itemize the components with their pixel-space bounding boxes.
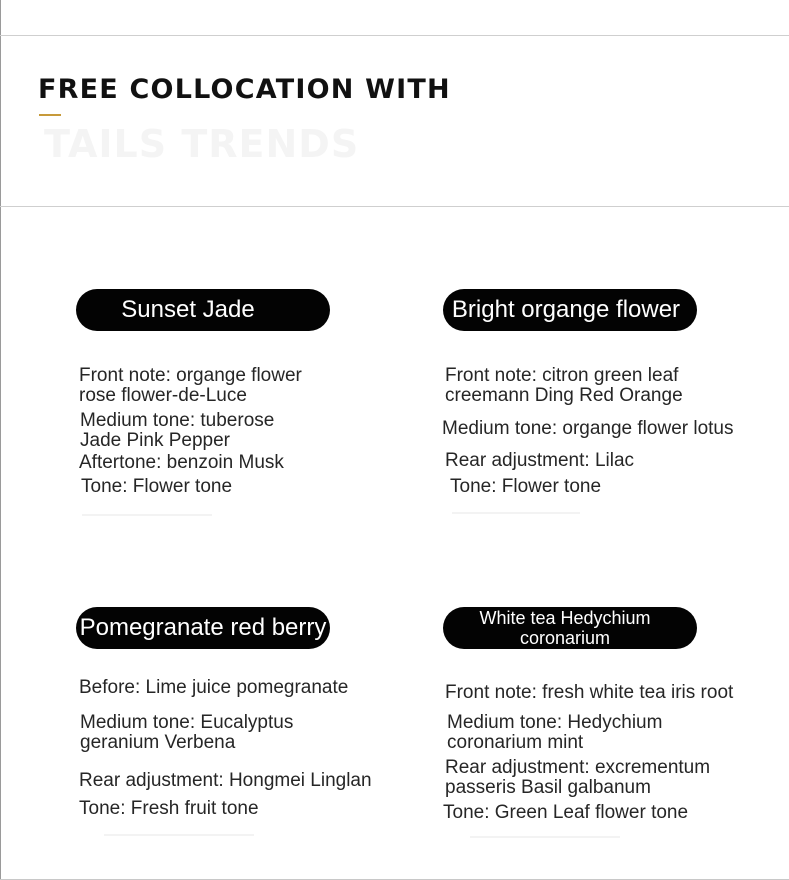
ghost-subtitle: TAILS TRENDS	[44, 122, 360, 166]
note-medium: Medium tone: Eucalyptus geranium Verbena	[80, 712, 294, 753]
note-rear: Rear adjustment: Lilac	[445, 450, 635, 471]
card-title-white-tea-hedychium	[443, 607, 697, 649]
left-border	[0, 0, 1, 880]
card-title-bright-organge-flower	[443, 289, 697, 331]
note-front: Front note: citron green leaf creemann Ding Red Orange	[445, 365, 683, 406]
card-title-label: Pomegranate red berry	[79, 614, 327, 641]
card-title-line-2: coronarium	[519, 628, 611, 648]
note-tone: Tone: Green Leaf flower tone	[443, 802, 689, 823]
card-title-label: Sunset Jade	[121, 296, 255, 323]
note-tone: Tone: Flower tone	[81, 476, 233, 497]
note-medium: Medium tone: tuberose Jade Pink Pepper	[80, 410, 275, 451]
note-rear: Rear adjustment: Hongmei Linglan	[79, 770, 372, 791]
faint-line	[452, 512, 580, 514]
note-medium: Medium tone: organge flower lotus	[442, 418, 734, 439]
note-medium: Medium tone: Hedychium coronarium mint	[447, 712, 663, 753]
card-title-pomegranate-red-berry	[76, 607, 330, 649]
title-accent-underline	[39, 114, 61, 116]
card-title-sunset-jade	[76, 289, 330, 331]
card-title-label: Bright organge flower	[451, 296, 681, 323]
note-after: Aftertone: benzoin Musk	[79, 452, 284, 473]
top-divider	[0, 35, 789, 36]
note-tone: Tone: Fresh fruit tone	[79, 798, 259, 819]
faint-line	[470, 836, 620, 838]
card-title-line-1: White tea Hedychium	[479, 608, 651, 628]
section-divider	[0, 206, 789, 207]
faint-line	[104, 834, 254, 836]
faint-line	[82, 514, 212, 516]
note-rear: Rear adjustment: excrementum passeris Basil galbanum	[445, 757, 711, 798]
note-tone: Tone: Flower tone	[450, 476, 602, 497]
page-title: FREE COLLOCATION WITH	[38, 74, 451, 105]
note-front: Front note: fresh white tea iris root	[445, 682, 734, 703]
note-before: Before: Lime juice pomegranate	[79, 677, 349, 698]
note-front: Front note: organge flower rose flower-de-Luce	[79, 365, 302, 406]
